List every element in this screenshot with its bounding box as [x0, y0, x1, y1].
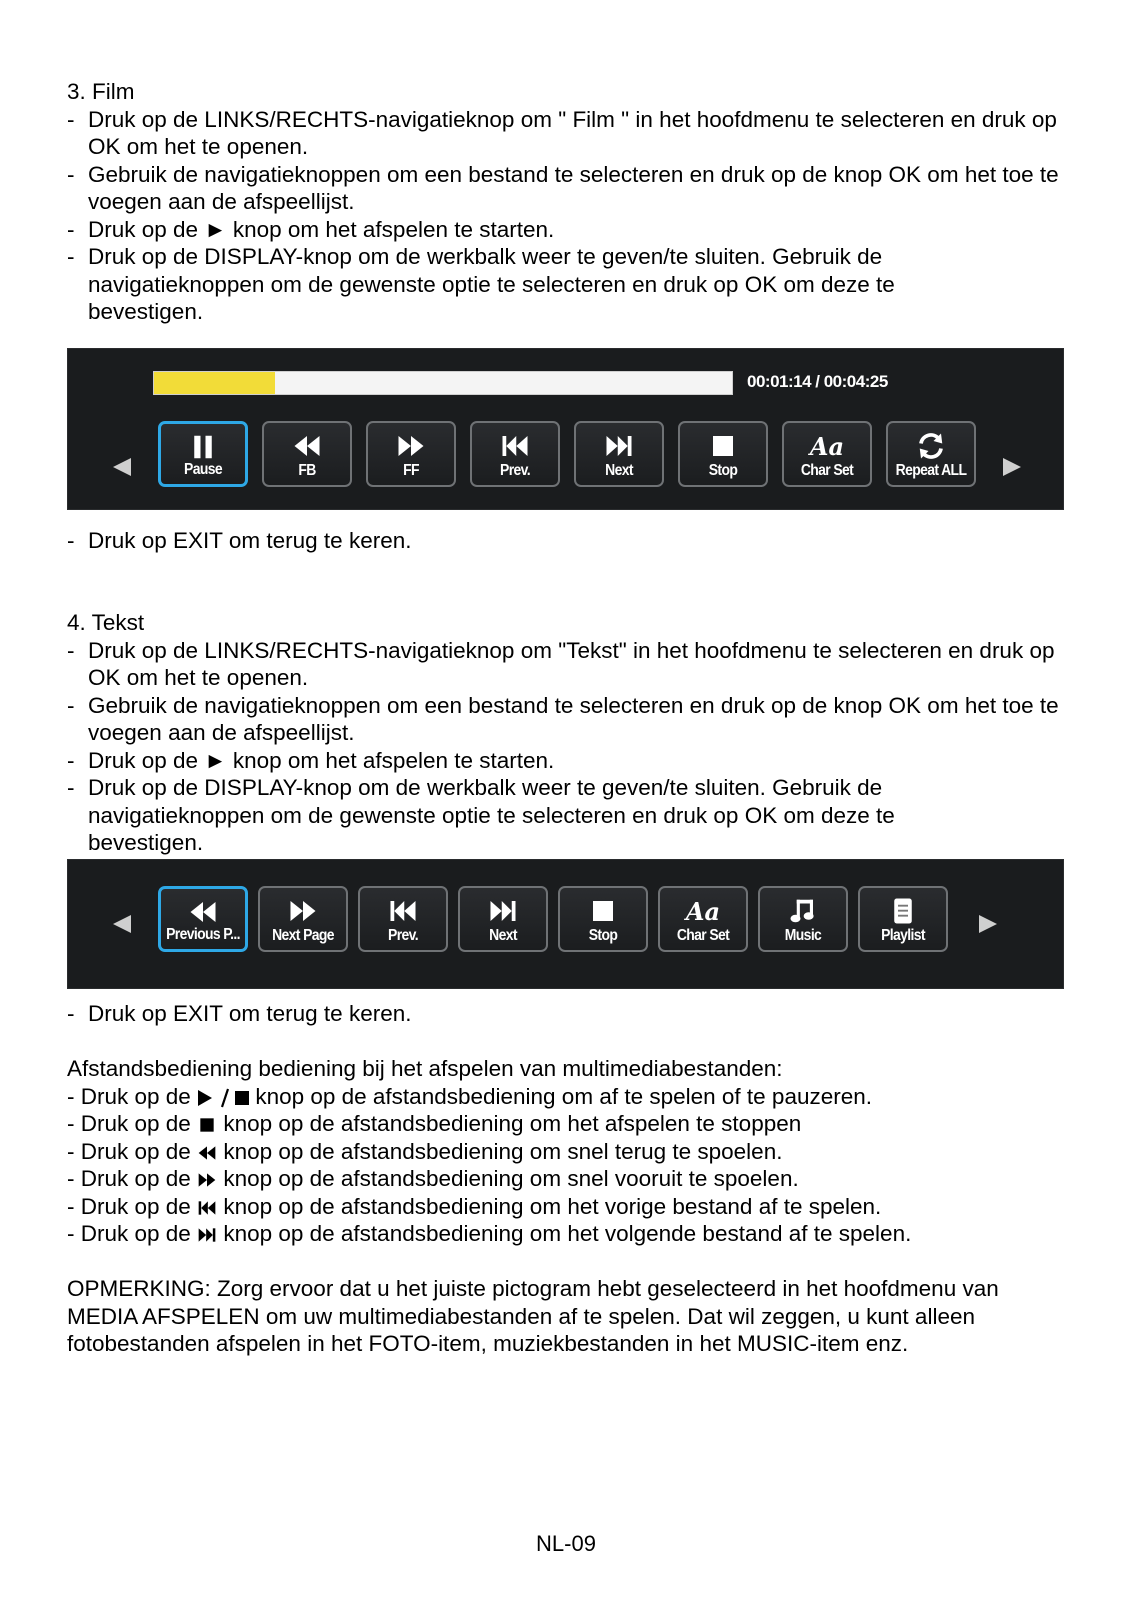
button-label: Next Page	[272, 927, 334, 944]
previous-icon	[360, 894, 446, 928]
remote-instruction	[67, 1165, 1067, 1193]
film-exit-note: - Druk op EXIT om terug te keren.	[67, 527, 1067, 555]
playback-progress-bar[interactable]	[153, 371, 733, 395]
repeat-button[interactable]	[886, 421, 976, 487]
stop-button[interactable]	[678, 421, 768, 487]
stop-icon	[560, 894, 646, 928]
film-section	[67, 78, 1067, 326]
remote-instruction	[67, 1193, 1067, 1221]
film-step-4: - Druk op de DISPLAY-knop om de werkbalk weer te geven/te sluiten. Gebruik de navigatieknoppen om de gewenste optie te selecteren en druk op OK om deze te bevestigen.	[67, 244, 895, 324]
button-label: Next	[489, 927, 517, 944]
fast-backward-icon	[264, 429, 350, 463]
playlist-icon	[860, 894, 946, 928]
fast-forward-button[interactable]	[366, 421, 456, 487]
tekst-step-1: - Druk op de LINKS/RECHTS-navigatieknop om "Tekst" in het hoofdmenu te selecteren en druk op OK om het te openen.	[67, 637, 1055, 690]
remote-instruction-prefix: - Druk op de	[67, 1221, 198, 1246]
previous-button[interactable]	[358, 886, 448, 952]
film-exit-text: Druk op EXIT om terug te keren.	[88, 528, 412, 553]
stop-icon	[680, 429, 766, 463]
remote-instruction	[67, 1083, 1067, 1111]
next-page-button[interactable]	[258, 886, 348, 952]
remote-instruction-text: knop op de afstandsbediening om snel terug te spoelen.	[217, 1138, 783, 1164]
stop-button[interactable]	[558, 886, 648, 952]
remote-instruction-text: knop op de afstandsbediening om het volgende bestand af te spelen.	[217, 1221, 912, 1246]
button-label: Repeat ALL	[895, 462, 967, 479]
tekst-section	[67, 609, 1067, 857]
next-page-icon	[260, 894, 346, 928]
tekst-exit-text: Druk op EXIT om terug te keren.	[88, 1001, 412, 1026]
music-button[interactable]	[758, 886, 848, 952]
playback-progress-fill	[154, 372, 275, 394]
fast-forward-icon	[197, 1170, 217, 1190]
button-label: Stop	[708, 462, 738, 479]
remote-instruction-text: knop op de afstandsbediening om het afspelen te stoppen	[217, 1111, 802, 1136]
tekst-step-2: - Gebruik de navigatieknoppen om een bestand te selecteren en druk op de knop OK om het toe te voegen aan de afspeellijst.	[67, 692, 1059, 745]
tekst-heading: 4. Tekst	[67, 610, 145, 635]
charset-button[interactable]	[658, 886, 748, 952]
note: OPMERKING: Zorg ervoor dat u het juiste pictogram hebt geselecteerd in het hoofdmenu van MEDIA AFSPELEN om uw multimediabestanden af te spelen. Dat wil zeggen, u kunt alleen fotobestanden afspelen in het FOTO-item, muziekbestanden in het MUSIC-item enz.	[67, 1276, 999, 1356]
play-pause-icon	[197, 1088, 249, 1108]
button-label: FB	[298, 462, 316, 479]
button-label: Previous P...	[166, 926, 240, 943]
movie-player-toolbar	[67, 348, 1064, 510]
toolbar-scroll-right-icon[interactable]	[979, 915, 997, 933]
next-button[interactable]	[574, 421, 664, 487]
film-step-3: - Druk op de ► knop om het afspelen te starten.	[67, 216, 555, 242]
toolbar-scroll-left-icon[interactable]	[113, 458, 131, 476]
remote-instruction-text: knop op de afstandsbediening om het vorige bestand af te spelen.	[217, 1193, 882, 1219]
button-label: Pause	[184, 461, 222, 478]
fast-backward-icon	[197, 1143, 217, 1163]
next-button[interactable]	[458, 886, 548, 952]
button-label: FF	[403, 462, 419, 479]
playlist-button[interactable]	[858, 886, 948, 952]
charset-icon: Aa	[685, 896, 721, 926]
next-icon	[197, 1225, 217, 1245]
charset-icon: Aa	[809, 431, 845, 461]
charset-button[interactable]	[782, 421, 872, 487]
remote-instruction-prefix: - Druk op de	[67, 1138, 198, 1164]
toolbar-scroll-left-icon[interactable]	[113, 915, 131, 933]
button-label: Prev.	[388, 927, 418, 944]
toolbar-scroll-right-icon[interactable]	[1003, 458, 1021, 476]
pause-button[interactable]	[158, 421, 248, 487]
tekst-step-4: - Druk op de DISPLAY-knop om de werkbalk weer te geven/te sluiten. Gebruik de navigatieknoppen om de gewenste optie te selecteren en druk op OK om deze te bevestigen.	[67, 775, 895, 855]
previous-button[interactable]	[470, 421, 560, 487]
button-label: Prev.	[500, 462, 530, 479]
button-label: Next	[605, 462, 633, 479]
button-label: Char Set	[676, 927, 730, 944]
remote-section	[67, 1055, 1067, 1248]
next-icon	[460, 894, 546, 928]
previous-page-icon	[161, 895, 245, 929]
film-heading: 3. Film	[67, 79, 135, 104]
film-step-2: - Gebruik de navigatieknoppen om een bestand te selecteren en druk op de knop OK om het toe te voegen aan de afspeellijst.	[67, 161, 1059, 214]
remote-instruction-text: knop op de afstandsbediening om af te spelen of te pauzeren.	[249, 1083, 873, 1109]
remote-instruction-text: knop op de afstandsbediening om snel vooruit te spoelen.	[217, 1166, 799, 1191]
next-icon	[576, 429, 662, 463]
remote-instruction	[67, 1110, 1067, 1138]
repeat-icon	[888, 429, 974, 463]
remote-instruction	[67, 1220, 1067, 1248]
remote-intro: Afstandsbediening bediening bij het afspelen van multimediabestanden:	[67, 1056, 783, 1081]
fast-backward-button[interactable]	[262, 421, 352, 487]
tekst-exit-note: - Druk op EXIT om terug te keren.	[67, 1000, 1067, 1028]
previous-page-button[interactable]	[158, 886, 248, 952]
music-icon	[760, 894, 846, 928]
previous-icon	[197, 1198, 217, 1218]
stop-icon	[197, 1115, 217, 1135]
remote-instruction-prefix: - Druk op de	[67, 1166, 198, 1191]
button-label: Char Set	[800, 462, 854, 479]
previous-icon	[472, 429, 558, 463]
remote-instruction	[67, 1138, 1067, 1166]
button-label: Stop	[588, 927, 618, 944]
fast-forward-icon	[368, 429, 454, 463]
button-label: Music	[784, 927, 822, 944]
remote-instruction-prefix: - Druk op de	[67, 1111, 198, 1136]
pause-icon	[161, 430, 245, 464]
playback-time: 00:01:14 / 00:04:25	[747, 372, 888, 391]
text-viewer-toolbar	[67, 859, 1064, 989]
button-label: Playlist	[881, 927, 925, 944]
remote-instruction-prefix: - Druk op de	[67, 1083, 198, 1109]
remote-instruction-prefix: - Druk op de	[67, 1193, 198, 1219]
tekst-step-3: - Druk op de ► knop om het afspelen te starten.	[67, 747, 555, 773]
film-step-1: - Druk op de LINKS/RECHTS-navigatieknop om " Film " in het hoofdmenu te selecteren en druk op OK om het te openen.	[67, 106, 1057, 159]
page-number: NL-09	[536, 1531, 596, 1556]
